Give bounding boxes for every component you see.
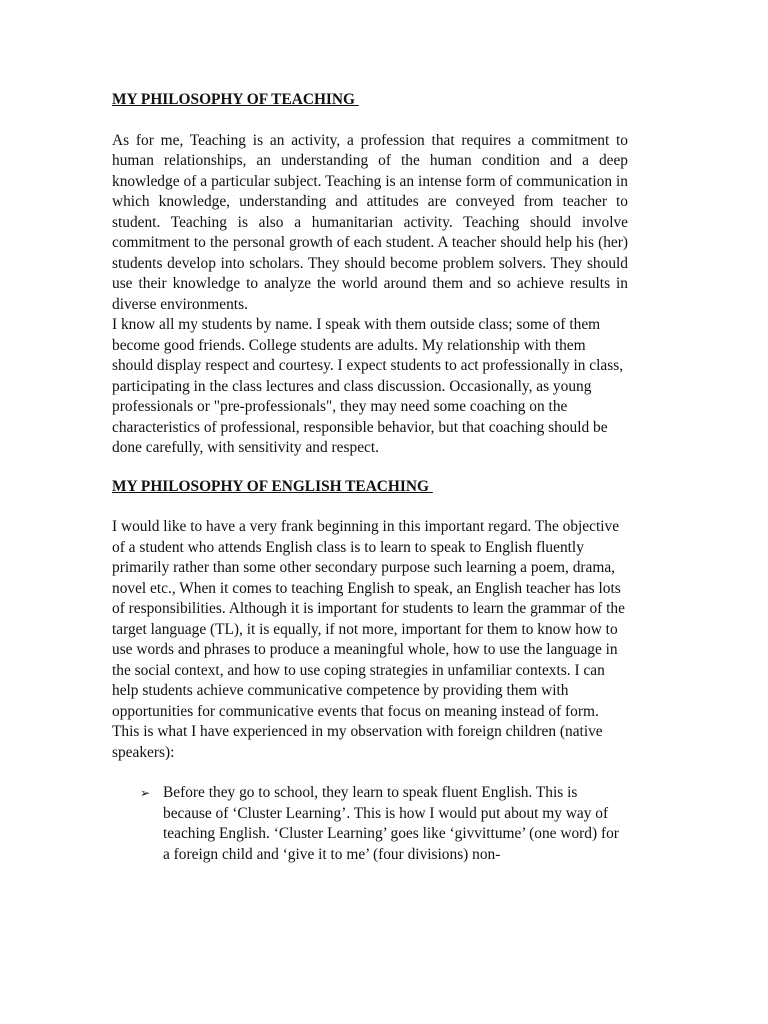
list-item-text: Before they go to school, they learn to speak fluent English. This is because of ‘Cluster Learning’. This is how I would put about my way of teaching English. ‘Cluster Learning’ goes like ‘givvittume’ (one word) for a foreign child and ‘give it to me’ (four divisions) non- [163,784,619,863]
heading-philosophy-of-english-teaching: MY PHILOSOPHY OF ENGLISH TEACHING [112,477,433,495]
heading-philosophy-of-teaching: MY PHILOSOPHY OF TEACHING [112,91,359,108]
paragraph-teaching-definition: As for me, Teaching is an activity, a profession that requires a commitment to human relationships, an understanding of the human condition and a deep knowledge of a particular subject. Teaching is an intense form of communication in which knowledge, understanding and attitudes are conveyed from teacher to student. Teaching is also a humanitarian activity. Teaching should involve commitment to the personal growth of each student. A teacher should help his (her) students develop into scholars. They should become problem solvers. They should use their knowledge to analyze the world around them and so achieve results in diverse environments. [112,131,628,313]
paragraph-english-teaching-objective: I would like to have a very frank beginning in this important regard. The objective of a student who attends English class is to learn to speak to English fluently primarily rather than some other secondary purpose such learning a poem, drama, novel etc., When it comes to teaching English to speak, an English teacher has lots of responsibilities. Although it is important for students to learn the grammar of the target language (TL), it is equally, if not more, important for them to know how to use words and phrases to produce a meaningful whole, how to use the language in the social context, and how to use coping strategies in unfamiliar contexts. I can help students achieve communicative competence by providing them with opportunities for communicative events that focus on meaning instead of form. This is what I have experienced in my observation with foreign children (native speakers): [112,518,625,761]
paragraph-students-relationship: I know all my students by name. I speak with them outside class; some of them become good friends. College students are adults. My relationship with them should display respect and courtesy. I expect students to act professionally in class, participating in the class lectures and class discussion. Occasionally, as young professionals or "pre-professionals", they may need some coaching on the characteristics of professional, responsible behavior, but that coaching should be done carefully, with sensitivity and respect. [112,316,624,456]
arrow-bullet-icon: ➢ [140,786,151,800]
bullet-list [112,783,628,865]
document-page [112,88,628,865]
list-item [112,783,628,865]
